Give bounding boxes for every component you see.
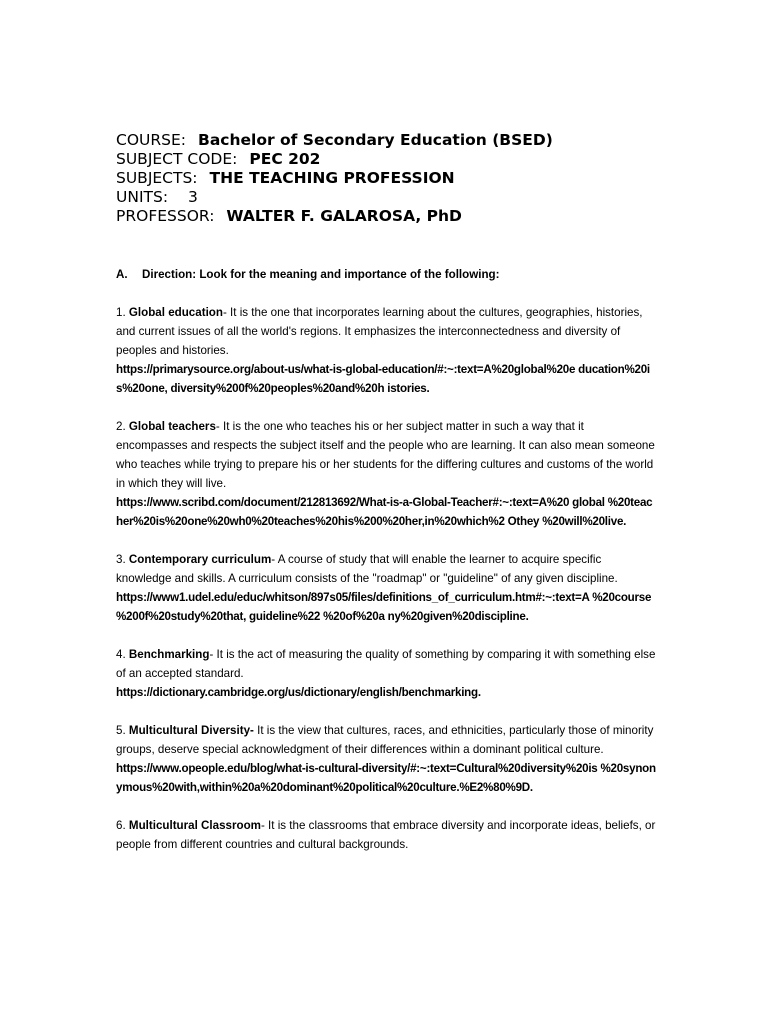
entry-number: 5. <box>116 724 126 737</box>
entry-source-url: https://dictionary.cambridge.org/us/dictionary/english/benchmarking. <box>116 686 481 699</box>
entry-benchmarking <box>116 645 656 702</box>
direction-text: Direction: Look for the meaning and importance of the following: <box>142 268 500 281</box>
professor-line <box>116 207 553 226</box>
entry-definition: - It is the one that incorporates learning about the cultures, geographies, histories, and current issues of all the world's regions. It emphasizes the interconnectedness and diversity of peoples and histories. <box>116 306 643 357</box>
entry-definition: - It is the act of measuring the quality of something by comparing it with something else of an accepted standard. <box>116 648 656 680</box>
entry-source-url: https://www1.udel.edu/educ/whitson/897s05/files/definitions_of_curriculum.htm#:~:text=A %20course %200f%20study%20that, guideline%22 %20of%20a ny%20given%20discipline. <box>116 591 652 623</box>
course-value: Bachelor of Secondary Education (BSED) <box>198 131 553 149</box>
entry-global-teachers <box>116 417 656 531</box>
entry-term: Global teachers <box>128 420 216 433</box>
entry-number: 3. <box>116 553 126 566</box>
entry-definition: - It is the one who teaches his or her subject matter in such a way that it encompasses and respects the subject itself and the people who are learning. It can also mean someone who teaches while trying to prepare his or her students for the differing cultures and customs of the world in which they will live. <box>116 420 655 490</box>
document-body <box>116 265 656 873</box>
direction-heading <box>116 265 656 284</box>
entry-term: Multicultural Diversity- <box>128 724 254 737</box>
entry-source-url: https://primarysource.org/about-us/what-is-global-education/#:~:text=A%20global%20e ducation%20i s%20one, diversity%200f%20peoples%20and%20h istories. <box>116 363 650 395</box>
entry-source-url: https://www.opeople.edu/blog/what-is-cultural-diversity/#:~:text=Cultural%20diversity%20is %20synonymous%20with,within%20a%20dominant%20political%20culture.%E2%80%9D. <box>116 762 656 794</box>
subject-code-label: SUBJECT CODE: <box>116 150 238 168</box>
direction-letter: A. <box>116 268 128 281</box>
entry-term: Benchmarking <box>128 648 210 661</box>
entry-source-url: https://www.scribd.com/document/212813692/What-is-a-Global-Teacher#:~:text=A%20 global %20teacher%20is%20one%20wh0%20teaches%20his%200%20her,in%20which%2 Othey %20will%20live. <box>116 496 653 528</box>
entry-contemporary-curriculum <box>116 550 656 626</box>
entry-number: 6. <box>116 819 126 832</box>
subjects-line <box>116 169 553 188</box>
entry-number: 1. <box>116 306 126 319</box>
entry-definition: It is the view that cultures, races, and ethnicities, particularly those of minority groups, deserve special acknowledgment of their differences within a dominant political culture. <box>116 724 654 756</box>
professor-label: PROFESSOR: <box>116 207 215 225</box>
entry-term: Global education <box>128 306 223 319</box>
course-line <box>116 131 553 150</box>
entry-term: Contemporary curriculum <box>128 553 272 566</box>
subjects-label: SUBJECTS: <box>116 169 198 187</box>
entry-multicultural-classroom <box>116 816 656 854</box>
entry-number: 2. <box>116 420 126 433</box>
course-header <box>116 131 553 226</box>
entry-definition: - It is the classrooms that embrace diversity and incorporate ideas, beliefs, or people from different countries and cultural backgrounds. <box>116 819 656 851</box>
subjects-value: THE TEACHING PROFESSION <box>209 169 455 187</box>
units-label: UNITS: <box>116 188 169 206</box>
subject-code-value: PEC 202 <box>249 150 321 168</box>
units-line <box>116 188 553 207</box>
subject-code-line <box>116 150 553 169</box>
entry-term: Multicultural Classroom <box>128 819 261 832</box>
entry-multicultural-diversity <box>116 721 656 797</box>
course-label: COURSE: <box>116 131 186 149</box>
entry-definition: - A course of study that will enable the learner to acquire specific knowledge and skills. A curriculum consists of the "roadmap" or "guideline" of any given discipline. <box>116 553 618 585</box>
entry-number: 4. <box>116 648 126 661</box>
professor-value: WALTER F. GALAROSA, PhD <box>226 207 462 225</box>
units-value: 3 <box>188 188 198 206</box>
entry-global-education <box>116 303 656 398</box>
